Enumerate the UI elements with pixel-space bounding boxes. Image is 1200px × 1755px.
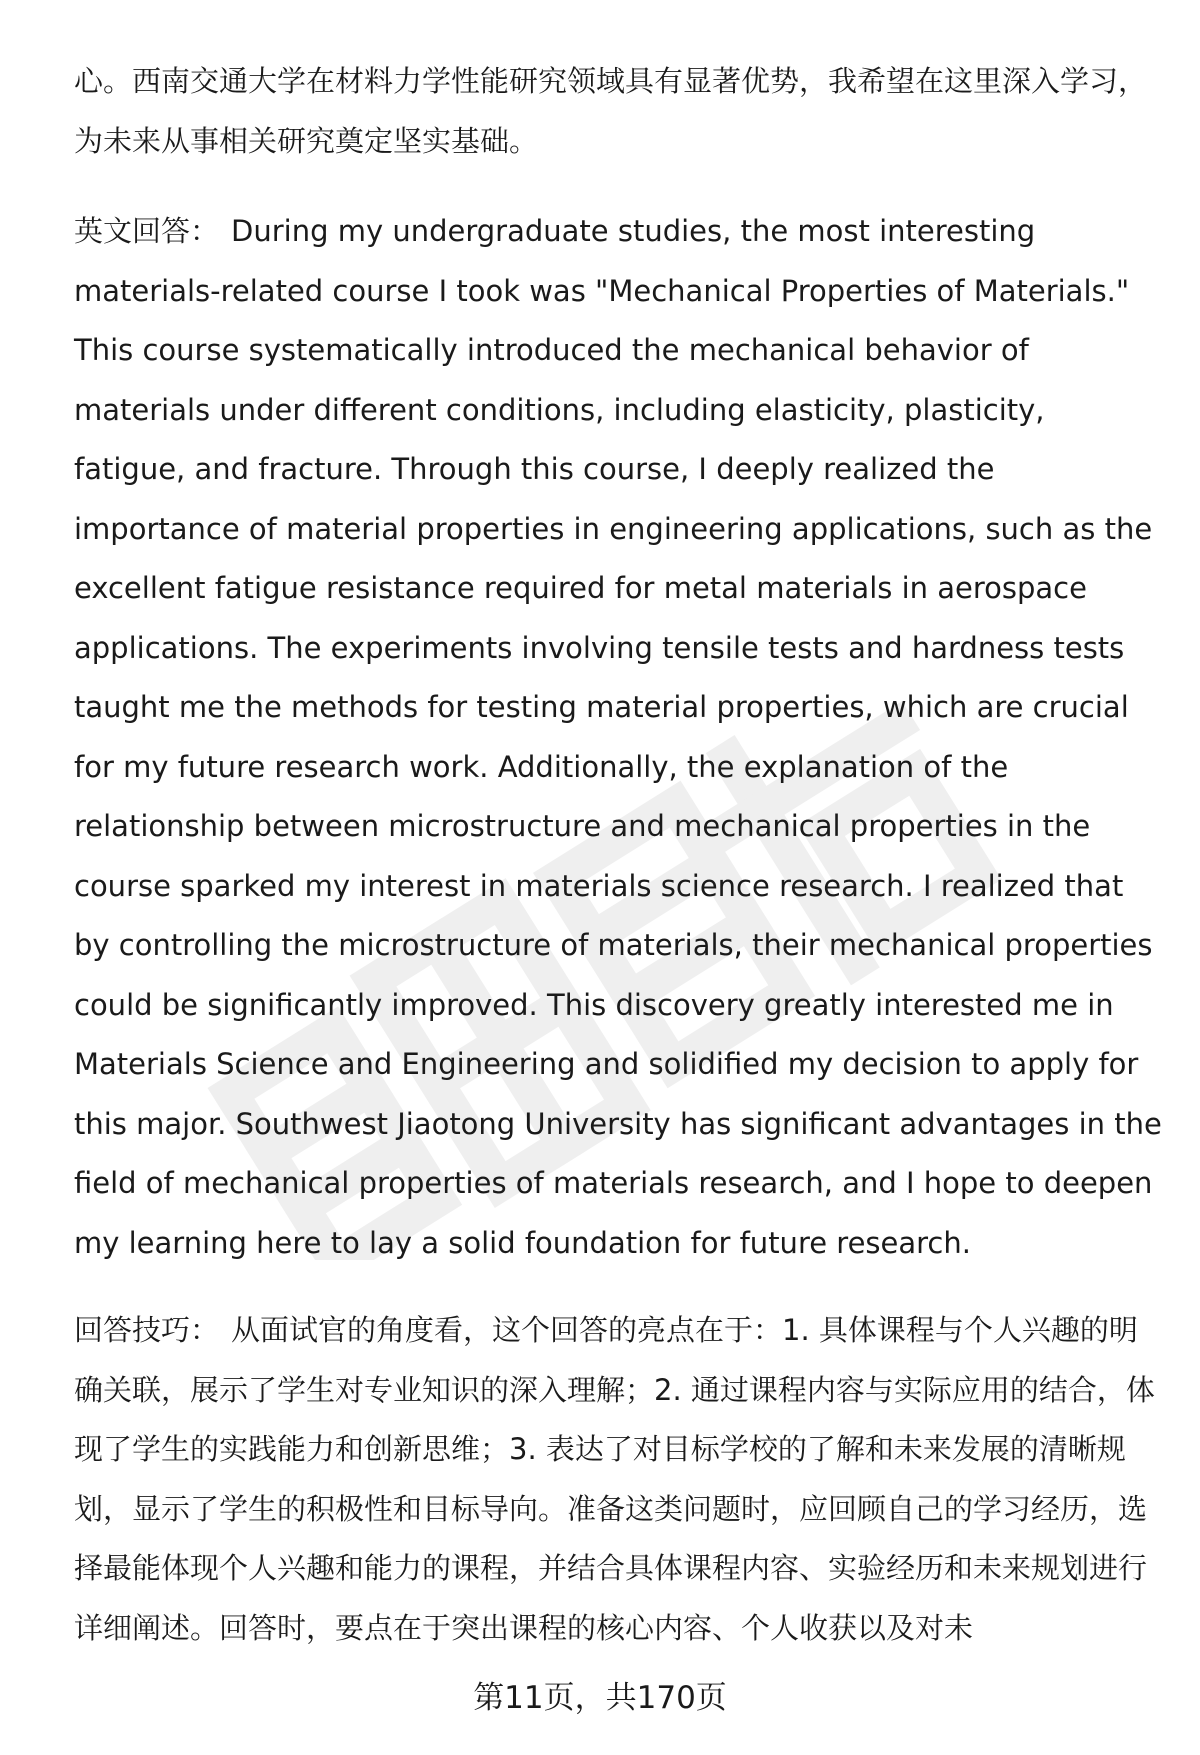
document-body <box>74 52 1164 1686</box>
english-answer-paragraph <box>74 202 1164 1273</box>
answer-tips-paragraph <box>74 1301 1164 1658</box>
intro-continuation-paragraph: 心。西南交通大学在材料力学性能研究领域具有显著优势，我希望在这里深入学习，为未来从事相关研究奠定坚实基础。 <box>74 64 1148 158</box>
page-number-footer: 第11页，共170页 <box>473 1680 727 1716</box>
english-answer-text: During my undergraduate studies, the most interesting materials-related course I took was "Mechanical Properties of Materials." This course systematically introduced the mechanical behavior of materials under different conditions, including elasticity, plasticity, fatigue, and fracture. Through this course, I deeply realized the importance of material properties in engineering applications, such as the excellent fatigue resistance required for metal materials in aerospace applications. The experiments involving tensile tests and hardness tests taught me the methods for testing material properties, which are crucial for my future research work. Additionally, the explanation of the relationship between microstructure and mechanical properties in the course sparked my interest in materials science research. I realized that by controlling the microstructure of materials, their mechanical properties could be significantly improved. This discovery greatly interested me in Materials Science and Engineering and solidified my decision to apply for this major. Southwest Jiaotong University has significant advantages in the field of mechanical properties of materials research, and I hope to deepen my learning here to lay a solid foundation for future research. <box>74 214 1162 1260</box>
answer-tips-label: 回答技巧： <box>74 1313 220 1347</box>
answer-tips-text: 从面试官的角度看，这个回答的亮点在于：1. 具体课程与个人兴趣的明确关联，展示了学生对专业知识的深入理解；2. 通过课程内容与实际应用的结合，体现了学生的实践能力和创新思维；3. 表达了对目标学校的了解和未来发展的清晰规划，显示了学生的积极性和目标导向。准备这类问题时，应回顾自己的学习经历，选择最能体现个人兴趣和能力的课程，并结合具体课程内容、实验经历和未来规划进行详细阐述。回答时，要点在于突出课程的核心内容、个人收获以及对未 <box>74 1313 1155 1645</box>
english-answer-label: 英文回答： <box>74 214 220 248</box>
